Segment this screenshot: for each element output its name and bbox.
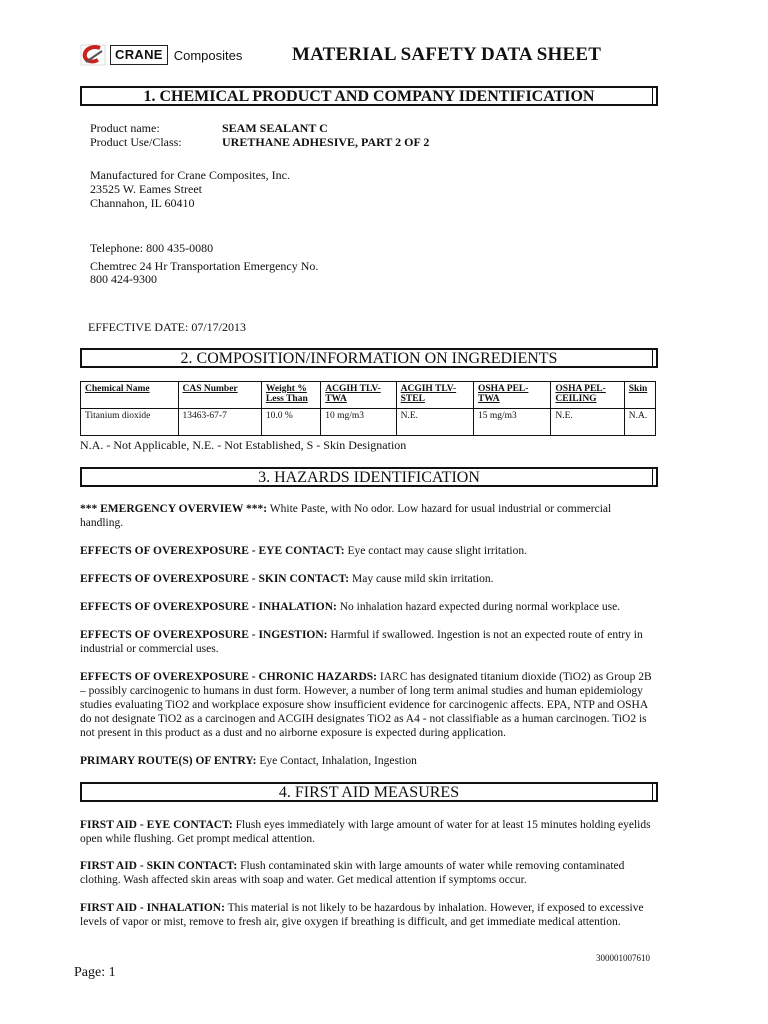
- chemtrec-number: 800 424-9300: [90, 272, 157, 286]
- section-3-heading: 3. HAZARDS IDENTIFICATION: [80, 467, 658, 487]
- col-weight: Weight % Less Than: [261, 382, 320, 409]
- effect-chronic-hazards: [80, 670, 652, 740]
- ingredients-table: [80, 381, 656, 436]
- eye-label: EFFECTS OF OVEREXPOSURE - EYE CONTACT:: [80, 545, 345, 557]
- overview-label: *** EMERGENCY OVERVIEW ***:: [80, 503, 268, 515]
- col-osha-twa: OSHA PEL-TWA: [474, 382, 551, 409]
- effect-ingestion: [80, 628, 652, 656]
- fa-skin-text: Flush contaminated skin with large amounts of water while removing contaminated clothing. Wash affected skin areas with soap and water. Get medical attention if symptoms occur.: [80, 860, 625, 886]
- ingestion-label: EFFECTS OF OVEREXPOSURE - INGESTION:: [80, 629, 328, 641]
- col-acgih-twa: ACGIH TLV-TWA: [321, 382, 396, 409]
- company-logo: [80, 40, 242, 70]
- fa-eye-label: FIRST AID - EYE CONTACT:: [80, 819, 233, 831]
- page-number: Page: 1: [74, 965, 116, 980]
- table-footnote: N.A. - Not Applicable, N.E. - Not Established, S - Skin Designation: [80, 438, 407, 452]
- col-skin: Skin: [624, 382, 655, 409]
- effect-skin-contact: [80, 572, 652, 586]
- crane-logo-icon: [80, 42, 106, 68]
- col-cas-number: CAS Number: [178, 382, 261, 409]
- product-use-value: URETHANE ADHESIVE, PART 2 OF 2: [222, 135, 430, 149]
- section-4-heading: 4. FIRST AID MEASURES: [80, 782, 658, 802]
- col-osha-ceiling: OSHA PEL-CEILING: [551, 382, 624, 409]
- manufacturer-street: 23525 W. Eames Street: [90, 182, 202, 196]
- effect-eye-contact: [80, 544, 652, 558]
- product-name-value: SEAM SEALANT C: [222, 121, 328, 135]
- document-number: 300001007610: [596, 953, 650, 963]
- col-chemical-name: Chemical Name: [81, 382, 179, 409]
- skin-text: May cause mild skin irritation.: [349, 573, 494, 585]
- section-2-heading: 2. COMPOSITION/INFORMATION ON INGREDIENTS: [80, 348, 658, 368]
- manufacturer-city: Channahon, IL 60410: [90, 196, 195, 210]
- overview-text: White Paste, with No odor. Low hazard for usual industrial or commercial handling.: [80, 503, 612, 529]
- manufacturer-name: Manufactured for Crane Composites, Inc.: [90, 168, 290, 182]
- ingestion-text: Harmful if swallowed. Ingestion is not an expected route of entry in industrial or commercial uses.: [80, 629, 643, 655]
- logo-subtitle: Composites: [173, 47, 243, 63]
- chemtrec-label: Chemtrec 24 Hr Transportation Emergency No.: [90, 259, 319, 273]
- routes-label: PRIMARY ROUTE(S) OF ENTRY:: [80, 755, 257, 767]
- effect-inhalation: [80, 600, 652, 614]
- cell-osha-ceiling: N.E.: [551, 409, 624, 436]
- section-1-heading: 1. CHEMICAL PRODUCT AND COMPANY IDENTIFICATION: [80, 86, 658, 106]
- table-row: [81, 409, 656, 436]
- col-acgih-stel: ACGIH TLV-STEL: [396, 382, 473, 409]
- fa-skin-label: FIRST AID - SKIN CONTACT:: [80, 860, 238, 872]
- inhalation-label: EFFECTS OF OVEREXPOSURE - INHALATION:: [80, 601, 337, 613]
- inhalation-text: No inhalation hazard expected during normal workplace use.: [336, 601, 621, 613]
- cell-weight: 10.0 %: [261, 409, 320, 436]
- cell-acgih-twa: 10 mg/m3: [321, 409, 396, 436]
- first-aid-eye: [80, 818, 652, 846]
- fa-eye-text: Flush eyes immediately with large amount of water for at least 15 minutes holding eyelids open while flushing. Get prompt medical attention.: [80, 819, 651, 845]
- first-aid-skin: [80, 859, 652, 887]
- telephone: Telephone: 800 435-0080: [90, 241, 214, 255]
- chronic-label: EFFECTS OF OVEREXPOSURE - CHRONIC HAZARDS:: [80, 671, 378, 683]
- product-use-label: Product Use/Class:: [90, 135, 182, 149]
- effective-date: EFFECTIVE DATE: 07/17/2013: [88, 320, 246, 334]
- table-header-row: [81, 382, 656, 409]
- fa-inhalation-label: FIRST AID - INHALATION:: [80, 902, 225, 914]
- product-name-label: Product name:: [90, 121, 160, 135]
- skin-label: EFFECTS OF OVEREXPOSURE - SKIN CONTACT:: [80, 573, 350, 585]
- routes-text: Eye Contact, Inhalation, Ingestion: [256, 755, 417, 767]
- emergency-overview: [80, 502, 652, 530]
- first-aid-inhalation: [80, 901, 652, 929]
- primary-routes: [80, 754, 652, 768]
- cell-acgih-stel: N.E.: [396, 409, 473, 436]
- cell-chemical-name: Titanium dioxide: [81, 409, 179, 436]
- fa-inhalation-text: This material is not likely to be hazardous by inhalation. However, if exposed to excessive levels of vapor or mist, remove to fresh air, give oxygen if breathing is difficult, and get immediate medical attention.: [80, 902, 644, 928]
- cell-cas-number: 13463-67-7: [178, 409, 261, 436]
- logo-brand: CRANE: [110, 45, 168, 65]
- eye-text: Eye contact may cause slight irritation.: [344, 545, 527, 557]
- cell-osha-twa: 15 mg/m3: [474, 409, 551, 436]
- chronic-text: IARC has designated titanium dioxide (TiO2) as Group 2B – possibly carcinogenic to humans in dust form. However, a number of long term animal studies and human epidemiology studies evaluating TiO2 and workplace exposure show insufficient evidence for carcinogenic affects. EPA, NTP and OSHA do not designate TiO2 as a carcinogen and ACGIH designates TiO2 as A4 - not classifiable as a human carcinogen. TiO2 is not present in this product as a dust and no airborne exposure is expected during application.: [80, 671, 652, 739]
- document-title: MATERIAL SAFETY DATA SHEET: [292, 44, 602, 65]
- cell-skin: N.A.: [624, 409, 655, 436]
